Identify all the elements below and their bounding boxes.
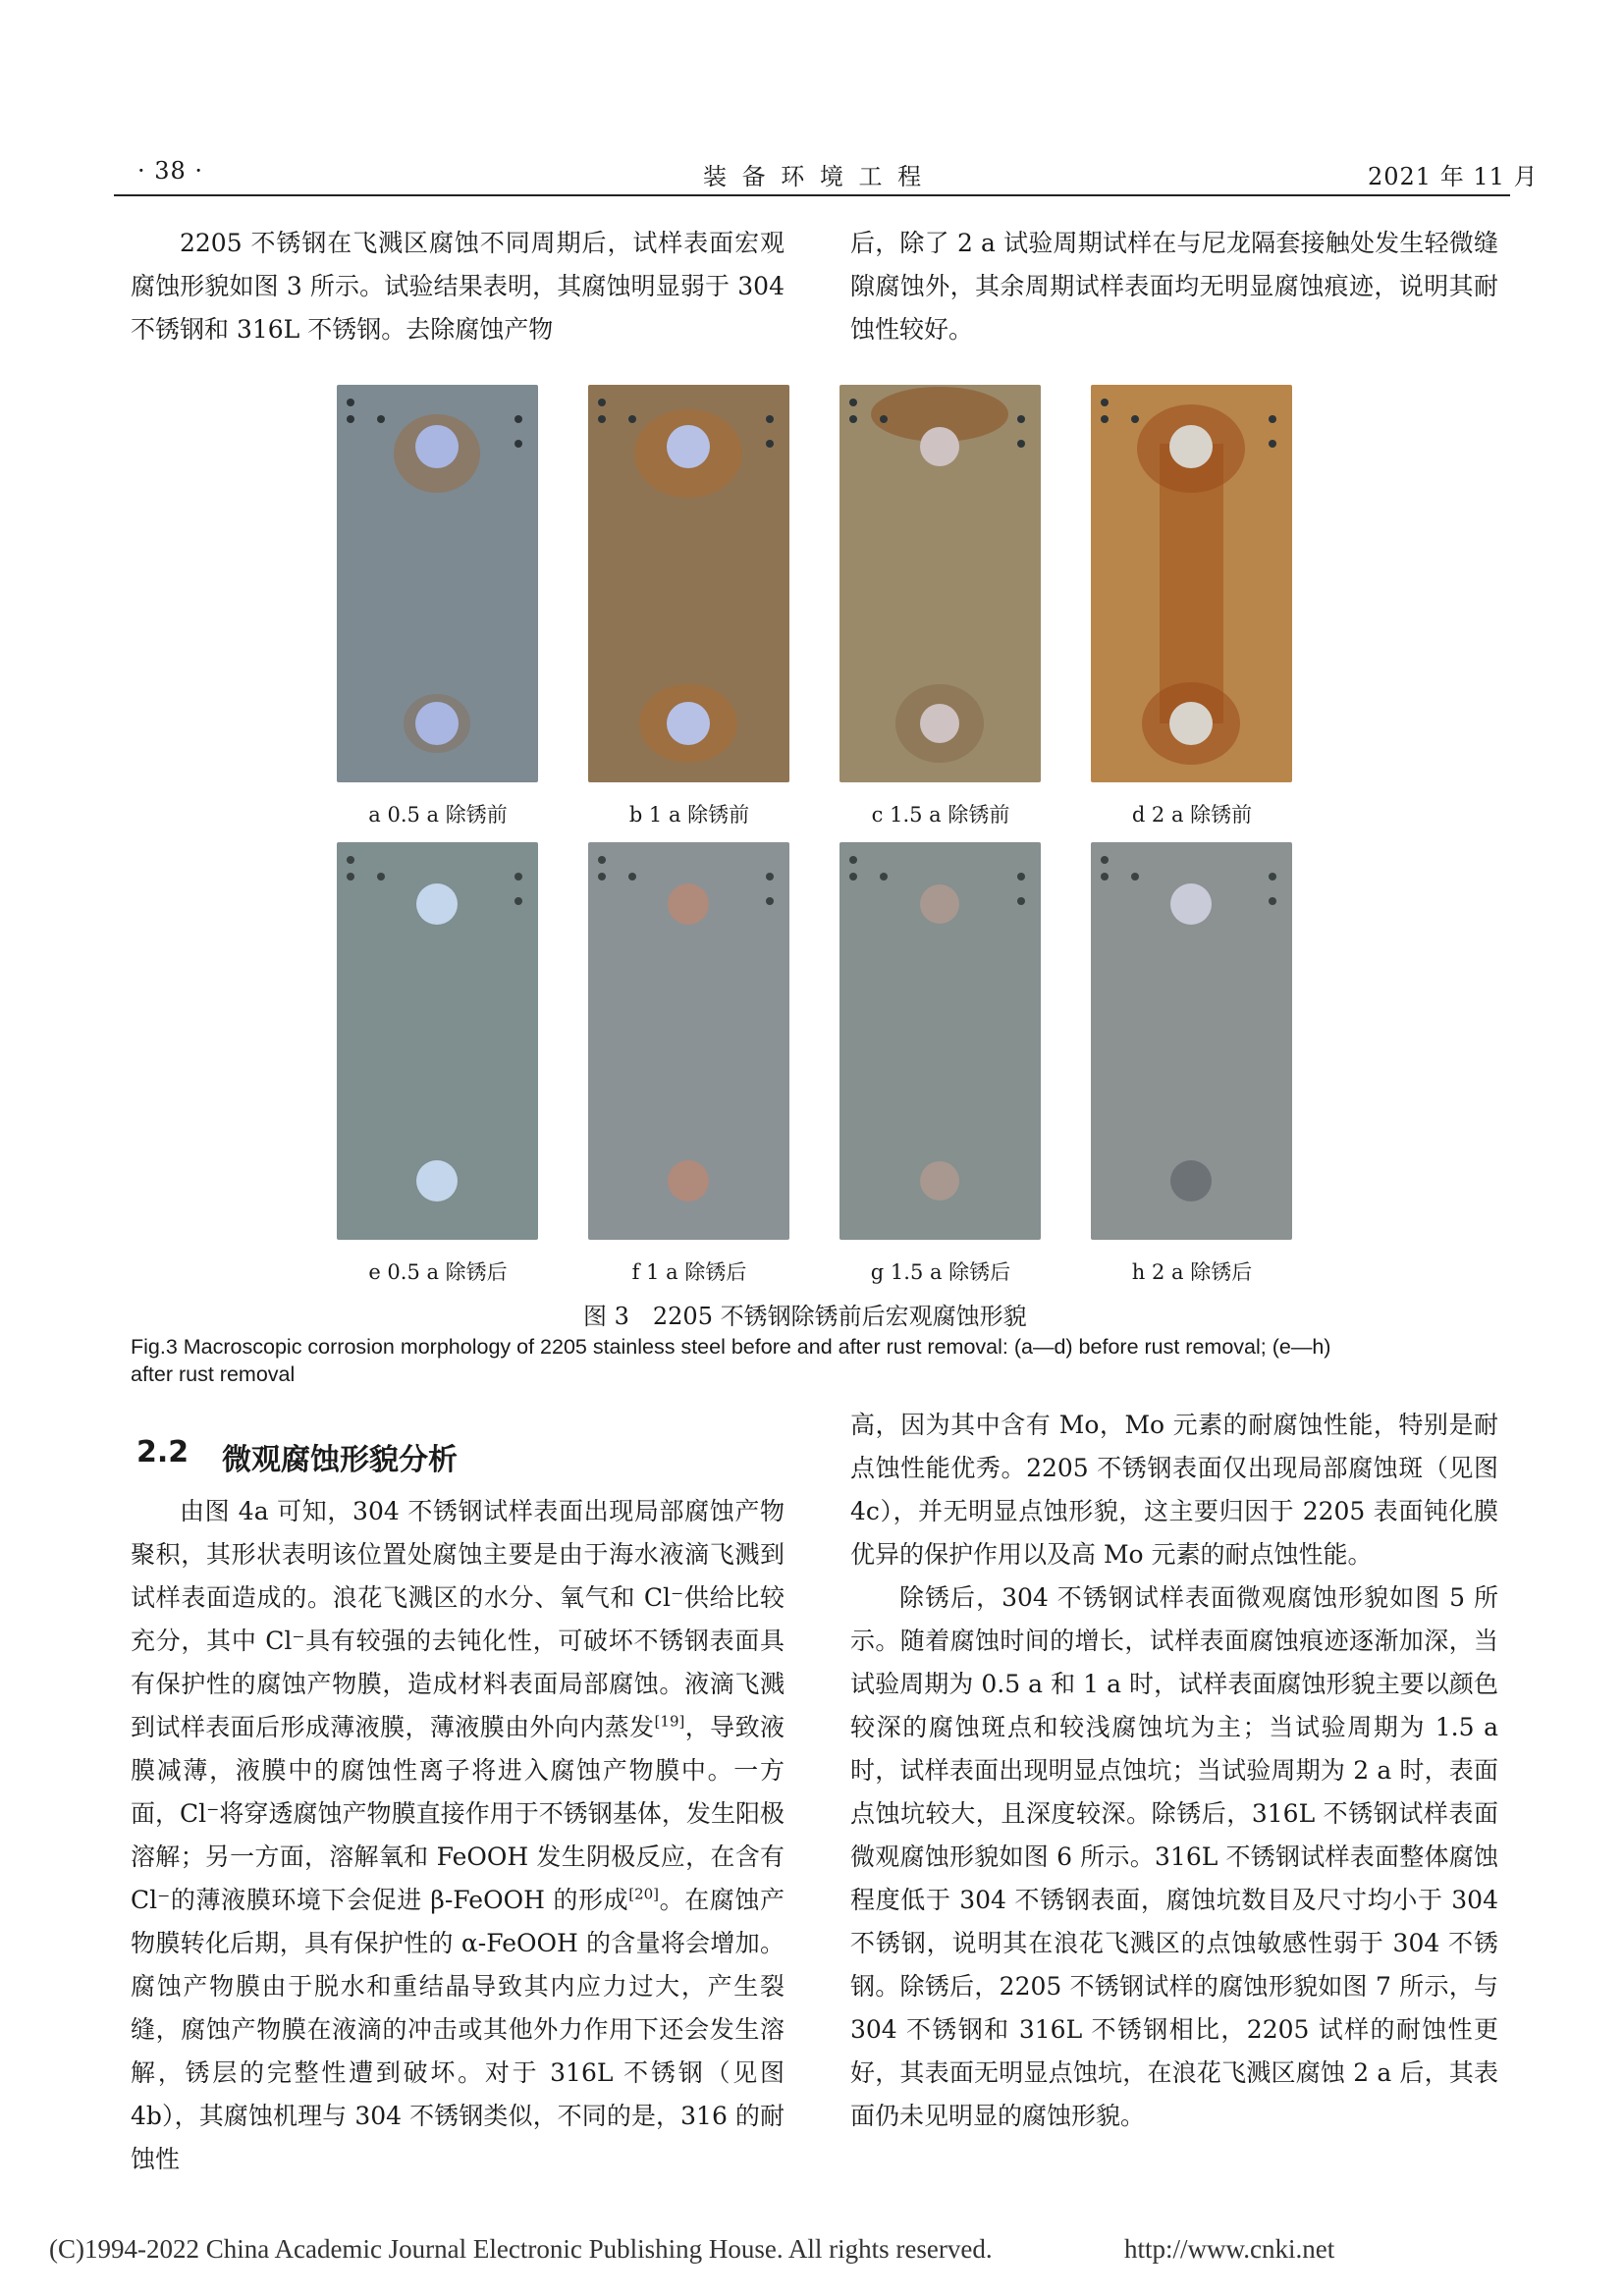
specimen-g-image bbox=[839, 842, 1041, 1240]
specimen-panel-g bbox=[839, 842, 1041, 1240]
citation-19: [19] bbox=[654, 1712, 685, 1731]
body-right-paragraph-1: 高，因为其中含有 Mo，Mo 元素的耐腐蚀性能，特别是耐点蚀性能优秀。2205 不锈钢表面仅出现局部腐蚀斑（见图 4c），并无明显点蚀形貌，这主要归因于 2205 表面钝化膜优异的保护作用以及高 Mo 元素的耐点蚀性能。 bbox=[850, 1411, 1498, 1569]
top-right-column bbox=[850, 222, 1498, 351]
section-title: 微观腐蚀形貌分析 bbox=[222, 1443, 458, 1477]
caption-f: f 1 a 除锈后 bbox=[631, 1260, 747, 1284]
body-right-column bbox=[850, 1404, 1498, 2138]
specimen-c-image bbox=[839, 385, 1041, 782]
figure-title-en-line1: Fig.3 Macroscopic corrosion morphology of 2205 stainless steel before and after rust removal: (a—d) before rust removal; (e—h) bbox=[131, 1335, 1331, 1359]
section-number: 2.2 bbox=[136, 1435, 189, 1469]
specimen-h-image bbox=[1091, 842, 1292, 1240]
page-number: · 38 · bbox=[137, 157, 204, 185]
body-left-text-b: ，导致液膜减薄，液膜中的腐蚀性离子将进入腐蚀产物膜中。一方面，Cl⁻将穿透腐蚀产物膜直接作用于不锈钢基体，发生阳极溶解；另一方面，溶解氧和 FeOOH 发生阴极反应，在含有 Cl⁻的薄液膜环境下会促进 β-FeOOH 的形成 bbox=[131, 1713, 785, 1914]
specimen-panel-h bbox=[1091, 842, 1292, 1240]
issue-date: 2021 年 11 月 bbox=[1368, 163, 1539, 190]
figure-title-en-line2: after rust removal bbox=[131, 1362, 296, 1386]
specimen-a-image bbox=[337, 385, 538, 782]
body-right-paragraph-2: 除锈后，304 不锈钢试样表面微观腐蚀形貌如图 5 所示。随着腐蚀时间的增长，试样表面腐蚀痕迹逐渐加深，当试验周期为 0.5 a 和 1 a 时，试样表面腐蚀形貌主要以颜色较深的腐蚀斑点和较浅腐蚀坑为主；当试验周期为 1.5 a 时，试样表面出现明显点蚀坑；当试验周期为 2 a 时，表面点蚀坑较大，且深度较深。除锈后，316L 不锈钢试样表面微观腐蚀形貌如图 6 所示。316L 不锈钢试样表面整体腐蚀程度低于 304 不锈钢表面，腐蚀坑数目及尺寸均小于 304 不锈钢，说明其在浪花飞溅区的点蚀敏感性弱于 304 不锈钢。除锈后，2205 不锈钢试样的腐蚀形貌如图 7 所示，与 304 不锈钢和 316L 不锈钢相比，2205 试样的耐蚀性更好，其表面无明显点蚀坑，在浪花飞溅区腐蚀 2 a 后，其表面仍未见明显的腐蚀形貌。 bbox=[850, 1583, 1498, 2130]
specimen-panel-a bbox=[337, 385, 538, 782]
top-left-column bbox=[131, 222, 785, 351]
caption-g: g 1.5 a 除锈后 bbox=[870, 1260, 1011, 1284]
specimen-panel-e bbox=[337, 842, 538, 1240]
top-right-paragraph: 后，除了 2 a 试验周期试样在与尼龙隔套接触处发生轻微缝隙腐蚀外，其余周期试样表面均无明显腐蚀痕迹，说明其耐蚀性较好。 bbox=[850, 229, 1498, 344]
body-left-text-c: 。在腐蚀产物膜转化后期，具有保护性的 α-FeOOH 的含量将会增加。腐蚀产物膜由于脱水和重结晶导致其内应力过大，产生裂缝，腐蚀产物膜在液滴的冲击或其他外力作用下还会发生溶解，锈层的完整性遭到破坏。对于 316L 不锈钢（见图 4b），其腐蚀机理与 304 不锈钢类似，不同的是，316 的耐蚀性 bbox=[131, 1886, 785, 2173]
specimen-panel-f bbox=[588, 842, 789, 1240]
journal-title: 装 备 环 境 工 程 bbox=[703, 163, 926, 190]
specimen-d-image bbox=[1091, 385, 1292, 782]
caption-d: d 2 a 除锈前 bbox=[1131, 803, 1253, 827]
header-rule bbox=[114, 194, 1510, 196]
footer-url[interactable]: http://www.cnki.net bbox=[1124, 2234, 1335, 2264]
specimen-f-image bbox=[588, 842, 789, 1240]
caption-h: h 2 a 除锈后 bbox=[1131, 1260, 1253, 1284]
body-left-column bbox=[131, 1490, 785, 2181]
caption-c: c 1.5 a 除锈前 bbox=[871, 803, 1010, 827]
figure-title: 图 3 2205 不锈钢除锈前后宏观腐蚀形貌 bbox=[583, 1303, 1027, 1330]
caption-b: b 1 a 除锈前 bbox=[628, 803, 750, 827]
specimen-panel-c bbox=[839, 385, 1041, 782]
specimen-panel-b bbox=[588, 385, 789, 782]
specimen-panel-d bbox=[1091, 385, 1292, 782]
top-left-paragraph: 2205 不锈钢在飞溅区腐蚀不同周期后，试样表面宏观腐蚀形貌如图 3 所示。试验结果表明，其腐蚀明显弱于 304 不锈钢和 316L 不锈钢。去除腐蚀产物 bbox=[131, 229, 785, 344]
citation-20: [20] bbox=[628, 1885, 660, 1903]
body-left-paragraph bbox=[131, 1490, 785, 2181]
body-left-text-a: 由图 4a 可知，304 不锈钢试样表面出现局部腐蚀产物聚积，其形状表明该位置处腐蚀主要是由于海水液滴飞溅到试样表面造成的。浪花飞溅区的水分、氧气和 Cl⁻供给比较充分，其中 Cl⁻具有较强的去钝化性，可破坏不锈钢表面具有保护性的腐蚀产物膜，造成材料表面局部腐蚀。液滴飞溅到试样表面后形成薄液膜，薄液膜由外向内蒸发 bbox=[131, 1497, 785, 1741]
caption-a: a 0.5 a 除锈前 bbox=[368, 803, 508, 827]
caption-e: e 0.5 a 除锈后 bbox=[368, 1260, 508, 1284]
specimen-b-image bbox=[588, 385, 789, 782]
footer-copyright: (C)1994-2022 China Academic Journal Electronic Publishing House. All rights reserved. bbox=[49, 2234, 993, 2264]
specimen-e-image bbox=[337, 842, 538, 1240]
